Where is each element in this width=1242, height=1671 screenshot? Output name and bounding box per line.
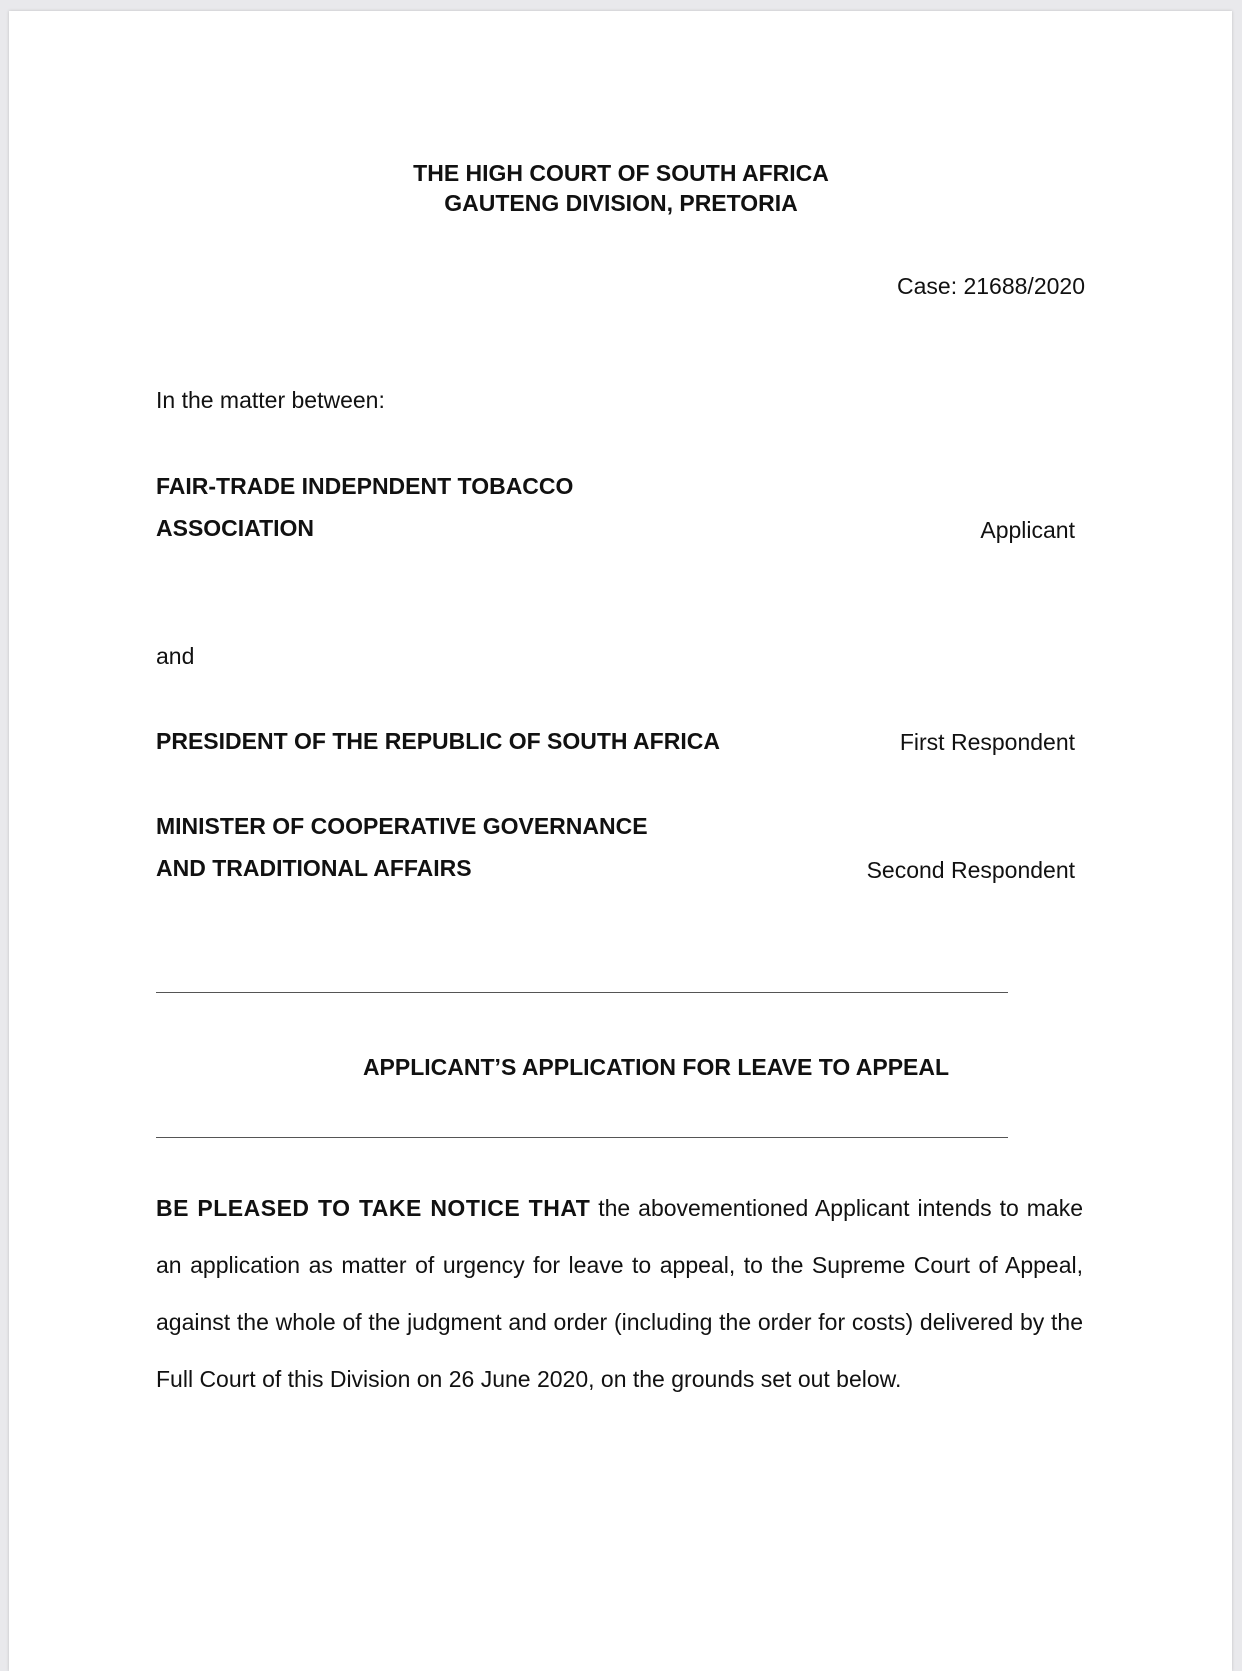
divider-bottom (156, 1137, 1008, 1138)
applicant-role: Applicant (980, 517, 1075, 543)
notice-body: the abovementioned Applicant intends to make an application as matter of urgency for leave to appeal, to the Supreme Court of Appeal, against the whole of the judgment and order (including the order for costs) delivered by the Full Court of this Division on 26 June 2020, on the grounds set out below. (156, 1195, 1084, 1392)
applicant-name (156, 465, 573, 549)
second-respondent-name (156, 805, 648, 889)
case-number: Case: 21688/2020 (897, 273, 1085, 299)
court-title (0, 158, 1242, 218)
conjunction-and: and (156, 643, 195, 669)
applicant-name-line1: FAIR-TRADE INDEPNDENT TOBACCO (156, 473, 574, 499)
notice-paragraph (156, 1180, 1083, 1408)
first-respondent-role: First Respondent (899, 729, 1075, 755)
second-respondent-name-line1: MINISTER OF COOPERATIVE GOVERNANCE (156, 813, 648, 839)
second-respondent-role: Second Respondent (866, 857, 1075, 883)
first-respondent-name-text: PRESIDENT OF THE REPUBLIC OF SOUTH AFRICA (156, 728, 720, 754)
matter-intro: In the matter between: (156, 387, 385, 413)
court-title-line2: GAUTENG DIVISION, PRETORIA (444, 190, 798, 216)
second-respondent-name-line2: AND TRADITIONAL AFFAIRS (156, 855, 472, 881)
first-respondent-name (156, 720, 720, 762)
applicant-name-line2: ASSOCIATION (156, 515, 315, 541)
divider-top (156, 992, 1008, 993)
notice-lead: BE PLEASED TO TAKE NOTICE THAT (156, 1195, 591, 1221)
court-title-line1: THE HIGH COURT OF SOUTH AFRICA (413, 160, 829, 186)
document-heading: APPLICANT’S APPLICATION FOR LEAVE TO APPEAL (362, 1054, 950, 1080)
